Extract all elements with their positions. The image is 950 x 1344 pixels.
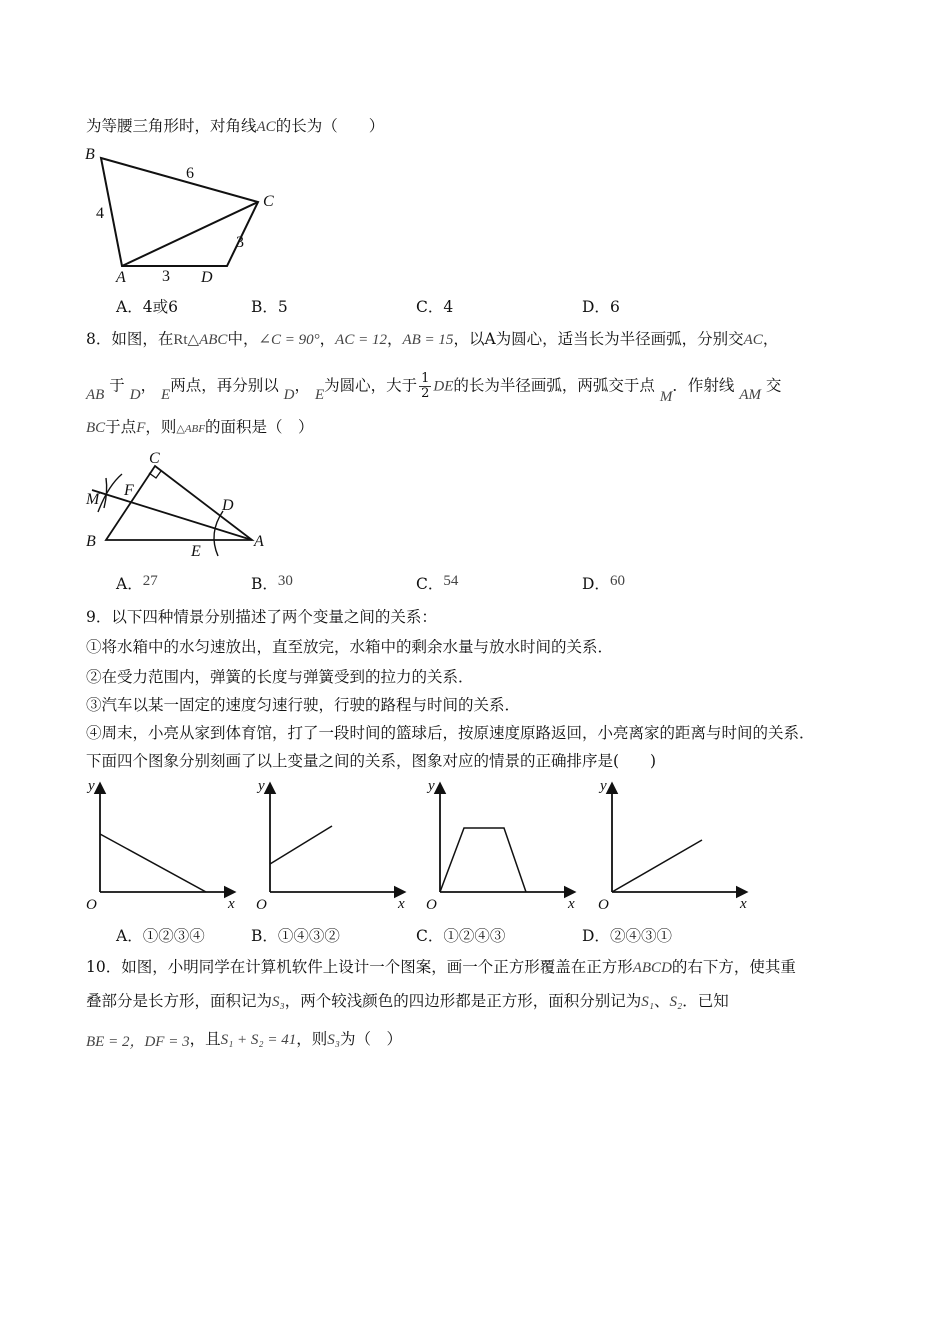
q7-stem: 为等腰三角形时，对角线AC的长为（ ） [86, 117, 385, 135]
y-axis-label: y [88, 778, 95, 794]
edge-bc-length: 6 [186, 165, 194, 182]
point-f: F [124, 482, 134, 499]
graph-line [612, 840, 702, 892]
point-e: E [191, 543, 201, 560]
q9-option-b[interactable]: B．①④③② [251, 927, 340, 945]
q9-graph-c [424, 776, 580, 912]
q9-graph-d [596, 776, 752, 912]
y-axis-label: y [258, 778, 265, 794]
q9-option-d[interactable]: D．②④③① [582, 927, 672, 945]
origin-label: O [598, 897, 609, 913]
fraction-one-half: $\frac{1}{2}$ [421, 371, 430, 401]
x-axis-label: x [228, 896, 235, 912]
q10-stem-line3: BE = 2，DF = 3，且S₁ + S₂ = 41，则S₃为（ ） [86, 1030, 403, 1050]
vertex-c: C [263, 193, 274, 210]
point-m: M [86, 491, 100, 508]
point-d: D [222, 497, 234, 514]
q7-option-d[interactable]: D．6 [582, 298, 620, 316]
q8-option-b[interactable]: B．30 [251, 573, 293, 593]
q8-option-a[interactable]: A．27 [116, 573, 158, 593]
q9-item-4: ④周末，小亮从家到体育馆，打了一段时间的篮球后，按原速度原路返回，小亮离家的距离与时间的关系． [86, 724, 815, 742]
q7-option-c[interactable]: C．4 [416, 298, 454, 316]
origin-label: O [426, 897, 437, 913]
q7-option-a[interactable]: A．4或6 [116, 298, 178, 316]
q9-prompt: 下面四个图象分别刻画了以上变量之间的关系，图象对应的情景的正确排序是( ) [86, 752, 657, 770]
vertex-b: B [85, 146, 95, 163]
q8-stem-line1: 8．如图，在Rt△ABC中，∠C = 90°，AC = 12，AB = 15，以A为圆心，适当长为半径画弧，分别交AC， [86, 330, 779, 348]
edge-cd-length: 3 [236, 234, 244, 251]
q8-option-c[interactable]: C．54 [416, 573, 459, 593]
origin-label: O [86, 897, 97, 913]
graph-line [270, 826, 332, 864]
q9-item-2: ②在受力范围内，弹簧的长度与弹簧受到的拉力的关系． [86, 668, 474, 686]
origin-label: O [256, 897, 267, 913]
y-axis-label: y [600, 778, 607, 794]
graph-line [440, 828, 526, 892]
q9-stem: 9．以下四种情景分别描述了两个变量之间的关系： [86, 608, 437, 626]
q8-triangle-figure [84, 448, 284, 563]
vertex-d: D [201, 269, 213, 286]
q8-stem-line2: AB 于 D， E两点，再分别以 D， E为圆心，大于 $\frac{1}{2}$ DE的长为半径画弧，两弧交于点 M．作射线 AM 交 [86, 371, 782, 405]
q7-quadrilateral-figure [80, 140, 300, 285]
vertex-a: A [116, 269, 126, 286]
q8-option-d[interactable]: D．60 [582, 573, 625, 593]
graph-line [100, 834, 206, 892]
edge-ad-length: 3 [162, 268, 170, 285]
q9-item-3: ③汽车以某一固定的速度匀速行驶，行驶的路程与时间的关系． [86, 696, 521, 714]
q9-option-c[interactable]: C．①②④③ [416, 927, 506, 945]
point-a: A [254, 533, 264, 550]
q7-option-b[interactable]: B．5 [251, 298, 288, 316]
q9-item-1: ①将水箱中的水匀速放出，直至放完，水箱中的剩余水量与放水时间的关系． [86, 638, 614, 656]
edge-ab-length: 4 [96, 205, 104, 222]
q8-stem-line3: BC于点F，则△ABF的面积是（ ） [86, 418, 314, 436]
point-c: C [149, 450, 160, 467]
x-axis-label: x [740, 896, 747, 912]
y-axis-label: y [428, 778, 435, 794]
q9-graph-a [84, 776, 240, 912]
q9-option-a[interactable]: A．①②③④ [116, 927, 205, 945]
x-axis-label: x [568, 896, 575, 912]
q10-stem-line1: 10．如图，小明同学在计算机软件上设计一个图案，画一个正方形覆盖在正方形ABCD的右下方，使其重 [86, 958, 796, 976]
q9-graph-b [254, 776, 410, 912]
point-b: B [86, 533, 96, 550]
q10-stem-line2: 叠部分是长方形，面积记为S₃，两个较浅颜色的四边形都是正方形，面积分别记为S₁、S₂．已知 [86, 992, 729, 1010]
x-axis-label: x [398, 896, 405, 912]
